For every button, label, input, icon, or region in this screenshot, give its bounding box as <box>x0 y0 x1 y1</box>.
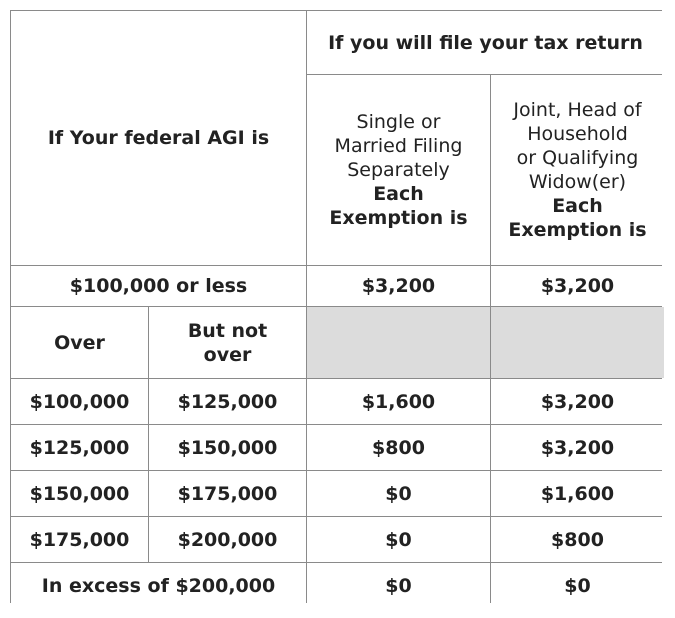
single-header-line: Separately <box>347 159 450 181</box>
but-not-over-line: over <box>203 343 252 366</box>
joint-header-bold-line: Each <box>552 195 603 217</box>
joint-header-line: Joint, Head of <box>513 99 642 121</box>
filing-status-header <box>307 11 664 74</box>
shaded-cell <box>307 307 490 378</box>
single-header-line: Single or <box>356 111 441 133</box>
single-exemption-cell: $1,600 <box>307 379 490 424</box>
joint-exemption-cell: $3,200 <box>491 425 664 470</box>
exemption-table <box>10 10 662 603</box>
agi-cell: $100,000 or less <box>11 266 306 306</box>
not-over-cell: $175,000 <box>149 471 306 516</box>
single-exemption-cell: $0 <box>307 517 490 562</box>
not-over-cell: $125,000 <box>149 379 306 424</box>
joint-header-line: Household <box>527 123 628 145</box>
single-column-header <box>307 75 490 265</box>
joint-header-bold-line: Exemption is <box>508 219 647 241</box>
joint-header-line: Widow(er) <box>528 171 627 193</box>
joint-exemption-cell: $3,200 <box>491 266 664 306</box>
joint-column-header <box>491 75 664 265</box>
over-cell: $125,000 <box>11 425 148 470</box>
over-cell: $100,000 <box>11 379 148 424</box>
joint-exemption-cell: $800 <box>491 517 664 562</box>
but-not-over-subheader <box>149 307 306 378</box>
agi-header <box>11 11 306 265</box>
single-exemption-cell: $800 <box>307 425 490 470</box>
agi-header-label: If Your federal AGI is <box>47 127 270 149</box>
agi-cell: In excess of $200,000 <box>11 563 306 608</box>
not-over-cell: $200,000 <box>149 517 306 562</box>
shaded-cell <box>491 307 664 378</box>
single-exemption-cell: $0 <box>307 471 490 516</box>
single-header-bold-line: Exemption is <box>329 207 468 229</box>
filing-status-header-label: If you will file your tax return <box>328 31 643 54</box>
but-not-over-line: But not <box>187 319 268 342</box>
single-exemption-cell: $0 <box>307 563 490 608</box>
joint-exemption-cell: $1,600 <box>491 471 664 516</box>
joint-exemption-cell: $0 <box>491 563 664 608</box>
joint-header-line: or Qualifying <box>516 147 639 169</box>
single-exemption-cell: $3,200 <box>307 266 490 306</box>
over-cell: $150,000 <box>11 471 148 516</box>
single-header-line: Married Filing <box>334 135 463 157</box>
single-header-bold-line: Each <box>373 183 424 205</box>
joint-exemption-cell: $3,200 <box>491 379 664 424</box>
not-over-cell: $150,000 <box>149 425 306 470</box>
over-cell: $175,000 <box>11 517 148 562</box>
over-subheader: Over <box>11 307 148 378</box>
